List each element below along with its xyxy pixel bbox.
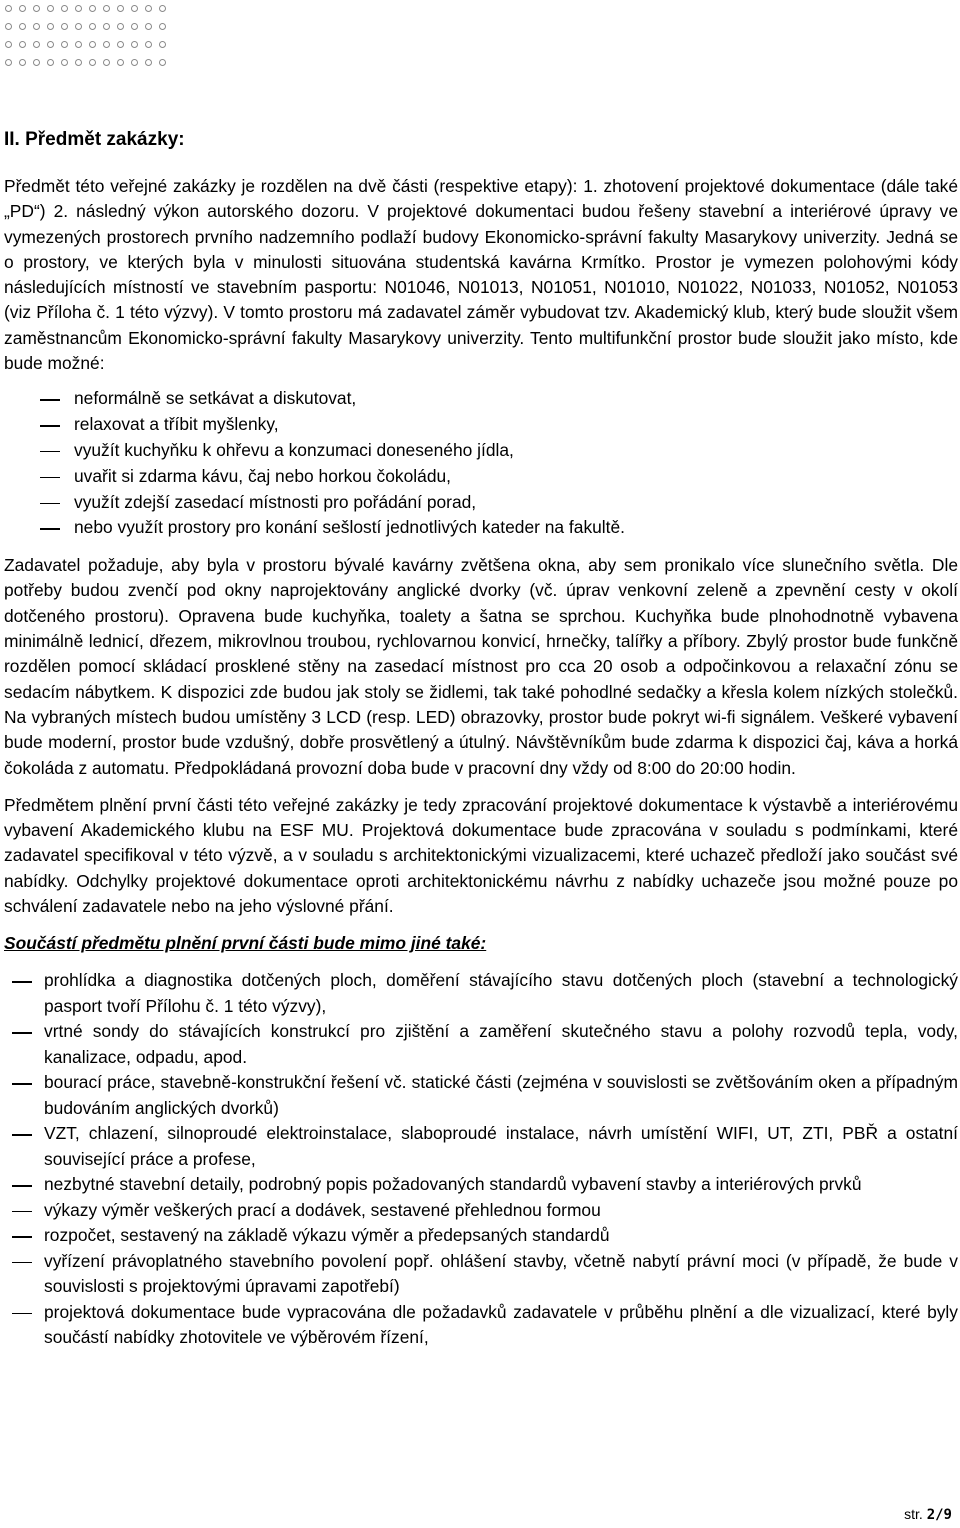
logo-dot-icon xyxy=(47,59,54,66)
logo-dot-icon xyxy=(131,59,138,66)
logo-dot-icon xyxy=(19,5,26,12)
logo-dot-icon xyxy=(145,5,152,12)
logo-dot-icon xyxy=(159,23,166,30)
logo-dot-icon xyxy=(33,5,40,12)
logo-dot-icon xyxy=(103,59,110,66)
list-item: vyřízení právoplatného stavebního povolení popř. ohlášení stavby, včetně nabytí právní moci (v případě, že bude v souvislosti s projektovými úpravami zapotřebí) xyxy=(4,1249,958,1300)
logo-dot-icon xyxy=(61,23,68,30)
list-item: nezbytné stavební detaily, podrobný popis požadovaných standardů vybavení stavby a interiérových prvků xyxy=(4,1172,958,1198)
logo-dot-icon xyxy=(145,41,152,48)
logo-dot-icon xyxy=(61,59,68,66)
logo-dot-icon xyxy=(89,23,96,30)
logo-dot-icon xyxy=(33,23,40,30)
list-item: nebo využít prostory pro konání sešlostí jednotlivých kateder na fakultě. xyxy=(4,515,958,541)
logo-dot-icon xyxy=(47,5,54,12)
logo-dot-icon xyxy=(159,59,166,66)
list-item: neformálně se setkávat a diskutovat, xyxy=(4,386,958,412)
section-title: II. Předmět zakázky: xyxy=(4,129,185,150)
logo-dot-icon xyxy=(131,41,138,48)
list-item: uvařit si zdarma kávu, čaj nebo horkou čokoládu, xyxy=(4,464,958,490)
logo-dot-icon xyxy=(131,5,138,12)
page-number-current: 2/9 xyxy=(926,1507,952,1523)
logo-dot-icon xyxy=(145,23,152,30)
intro-paragraph: Předmět této veřejné zakázky je rozdělen na dvě části (respektive etapy): 1. zhotovení projektové dokumentace (dále také „PD“) 2. následný výkon autorského dozoru. V projektové dokumentaci budou řešeny stavební a interiérové úpravy ve vymezených prostorech prvního nadzemního podlaží budovy Ekonomicko-správní fakulty Masarykovy univerzity. Jedná se o prostory, ve kterých byla v minulosti situována studentská kavárna Krmítko. Prostor je vymezen polohovými kódy následujících místností ve stavebním pasportu: N01046, N01013, N01051, N01010, N01022, N01033, N01052, N01053 (viz Příloha č. 1 této výzvy). V tomto prostoru má zadavatel záměr vybudovat tzv. Akademický klub, který bude sloužit všem zaměstnancům Ekonomicko-správní fakulty Masarykovy univerzity. Tento multifunkční prostor bude sloužit jako místo, kde bude možné: xyxy=(4,176,958,374)
logo-dot-icon xyxy=(117,5,124,12)
logo-dot-icon xyxy=(5,5,12,12)
logo-dot-icon xyxy=(117,59,124,66)
page-number-prefix: str. xyxy=(904,1506,923,1522)
list-item: relaxovat a tříbit myšlenky, xyxy=(4,412,958,438)
logo-dot-icon xyxy=(5,59,12,66)
list-item: výkazy výměr veškerých prací a dodávek, sestavené přehlednou formou xyxy=(4,1198,958,1224)
requirements-paragraph: Zadavatel požaduje, aby byla v prostoru bývalé kavárny zvětšena okna, aby sem pronikalo více slunečního světla. Dle potřeby budou zvenčí pod okny naprojektovány anglické dvorky (vč. úprav venkovní zeleně a zpevnění cesty v okolí dotčeného prostoru). Opravena bude kuchyňka, toalety a šatna se sprchou. Kuchyňka bude plnohodnotně vybavena minimálně lednicí, dřezem, mikrovlnou troubou, rychlovarnou konvicí, hrnečky, talířky a příbory. Zbylý prostor bude funkčně rozdělen pomocí skládací prosklené stěny na zasedací místnost pro cca 20 osob a odpočinkovou a relaxační zónu se sedacím nábytkem. K dispozici zde budou jak stoly se židlemi, tak také pohodlné sedačky a křesla kolem nízkých stolečků. Na vybraných místech budou umístěny 3 LCD (resp. LED) obrazovky, prostor bude pokryt wi-fi signálem. Veškeré vybavení bude moderní, prostor bude vzdušný, dobře prosvětlený a útulný. Návštěvníkům bude zdarma k dispozici čaj, káva a horká čokoláda z automatu. Předpokládaná provozní doba bude v pracovní dny vždy od 8:00 do 20:00 hodin. xyxy=(4,555,958,778)
logo-dot-icon xyxy=(75,23,82,30)
logo-dot-icon xyxy=(47,41,54,48)
logo-dot-icon xyxy=(117,23,124,30)
logo-dot-icon xyxy=(89,59,96,66)
logo-dot-icon xyxy=(117,41,124,48)
logo-dot-icon xyxy=(61,41,68,48)
scope-subheading: Součástí předmětu plnění první části bude mimo jiné také: xyxy=(4,933,487,954)
logo-dot-icon xyxy=(159,41,166,48)
scope-paragraph: Předmětem plnění první části této veřejné zakázky je tedy zpracování projektové dokumentace k výstavbě a interiérovému vybavení Akademického klubu na ESF MU. Projektová dokumentace bude zpracována v souladu s podmínkami, které zadavatel specifikoval v této výzvě, a v souladu s architektonickými vizualizacemi, které uchazeč předloží jako součást své nabídky. Odchylky projektové dokumentace oproti architektonickému návrhu z nabídky uchazeče jsou možné pouze po schválení zadavatele nebo na jeho výslovné přání. xyxy=(4,794,958,917)
logo-dot-icon xyxy=(33,59,40,66)
logo-dot-icon xyxy=(145,59,152,66)
logo-dot-icon xyxy=(75,59,82,66)
logo-dot-icon xyxy=(75,5,82,12)
logo-dot-icon xyxy=(19,23,26,30)
faculty-logo-icon xyxy=(2,2,172,74)
logo-dot-icon xyxy=(75,41,82,48)
list-item: využít kuchyňku k ohřevu a konzumaci doneseného jídla, xyxy=(4,438,958,464)
page-number xyxy=(904,1505,952,1524)
list-item: vrtné sondy do stávajících konstrukcí pro zjištění a zaměření skutečného stavu a polohy rozvodů tepla, vody, kanalizace, odpadu, apod. xyxy=(4,1019,958,1070)
logo-dot-icon xyxy=(103,5,110,12)
list-item: projektová dokumentace bude vypracována dle požadavků zadavatele v průběhu plnění a dle vizualizací, které byly součástí nabídky zhotovitele ve výběrovém řízení, xyxy=(4,1300,958,1351)
list-item: rozpočet, sestavený na základě výkazu výměr a předepsaných standardů xyxy=(4,1223,958,1249)
logo-dot-icon xyxy=(103,41,110,48)
list-item: bourací práce, stavebně-konstrukční řešení vč. statické části (zejména v souvislosti se zvětšováním oken a případným budováním anglických dvorků) xyxy=(4,1070,958,1121)
logo-dot-icon xyxy=(103,23,110,30)
logo-dot-icon xyxy=(5,41,12,48)
logo-dot-icon xyxy=(61,5,68,12)
logo-dot-icon xyxy=(159,5,166,12)
uses-list xyxy=(4,386,958,541)
list-item: VZT, chlazení, silnoproudé elektroinstalace, slaboproudé instalace, návrh umístění WIFI, UT, ZTI, PBŘ a ostatní související práce a profese, xyxy=(4,1121,958,1172)
logo-dot-icon xyxy=(89,41,96,48)
logo-dot-icon xyxy=(19,59,26,66)
logo-dot-icon xyxy=(5,23,12,30)
logo-dot-icon xyxy=(131,23,138,30)
list-item: využít zdejší zasedací místnosti pro pořádání porad, xyxy=(4,490,958,516)
list-item: prohlídka a diagnostika dotčených ploch, doměření stávajícího stavu dotčených ploch (stavební a technologický pasport tvoří Přílohu č. 1 této výzvy), xyxy=(4,968,958,1019)
logo-dot-icon xyxy=(89,5,96,12)
logo-dot-icon xyxy=(19,41,26,48)
logo-dot-icon xyxy=(33,41,40,48)
scope-list xyxy=(4,968,958,1351)
document-page xyxy=(4,128,958,1351)
logo-dot-icon xyxy=(47,23,54,30)
